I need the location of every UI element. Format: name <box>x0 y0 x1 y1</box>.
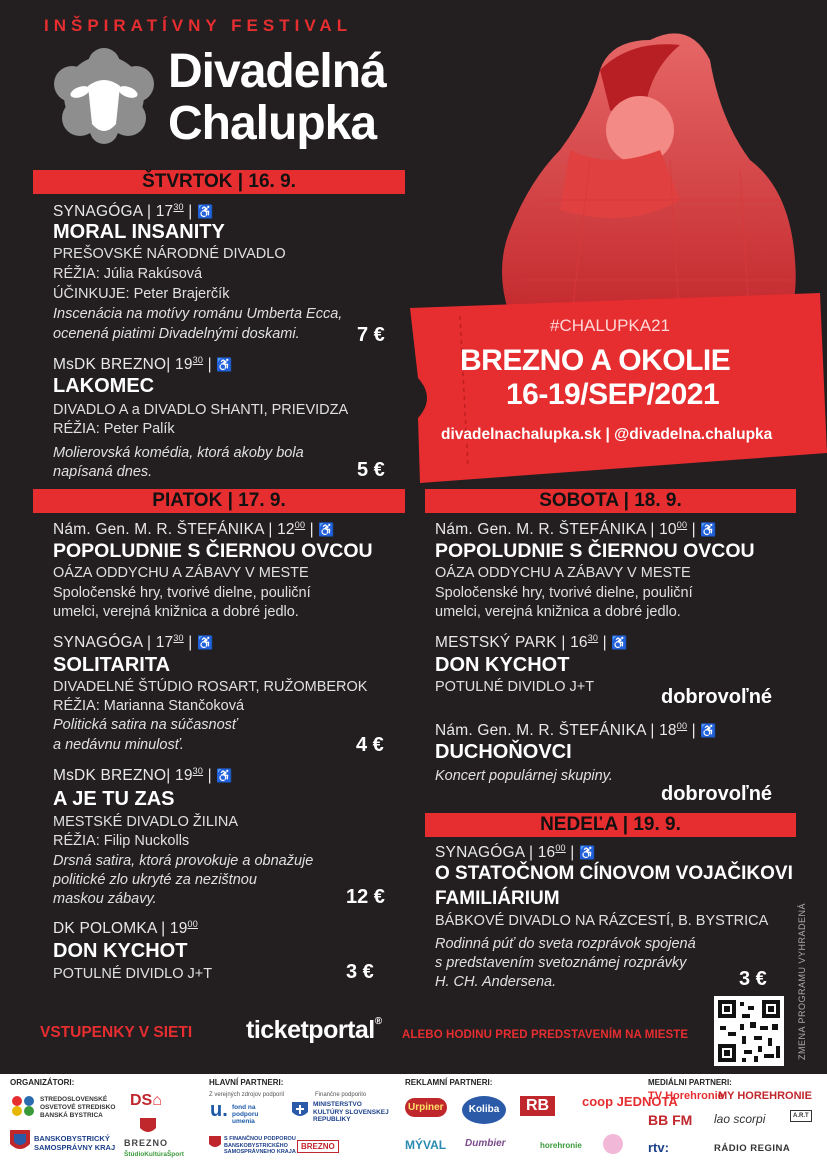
event-title: O STATOČNOM CÍNOVOM VOJAČIKOVI <box>435 863 793 884</box>
sos-logo-icon <box>10 1094 36 1118</box>
event-title: LAKOMEC <box>53 375 155 397</box>
event-director: RÉŽIA: Júlia Rakúsová <box>53 266 203 282</box>
event-price: 12 € <box>346 886 385 908</box>
event-description: Rodinná púť do sveta rozprávok spojená <box>435 936 696 952</box>
tv-horehronie-logo: TV Horehronie <box>648 1090 724 1102</box>
event-title: MORAL INSANITY <box>53 221 225 243</box>
event-venue: Nám. Gen. M. R. ŠTEFÁNIKA | $18^{00}$ | ♿ <box>435 721 717 740</box>
wheelchair-icon: ♿ <box>318 522 335 538</box>
event-title: FAMILIÁRIUM <box>435 888 560 909</box>
urpiner-logo: Urpiner <box>405 1098 447 1117</box>
brezno-box-logo: BREZNO <box>297 1140 339 1153</box>
bbsk-support-text: S FINANČNOU PODPOROU BANSKOBYSTRICKÉHO SAMOSPRÁVNEHO KRAJA <box>224 1136 296 1155</box>
day-header-saturday: SOBOTA | 18. 9. <box>425 489 796 513</box>
wheelchair-icon: ♿ <box>197 635 214 651</box>
festival-name-line1: Divadelná <box>168 45 386 98</box>
sheep-logo-icon <box>50 46 158 146</box>
event-title: POPOLUDNIE S ČIERNOU OVCOU <box>53 540 373 562</box>
event-title: SOLITARITA <box>53 654 171 676</box>
event-director: RÉŽIA: Peter Palík <box>53 421 175 437</box>
media-partners-label: MEDIÁLNI PARTNERI: <box>648 1078 732 1087</box>
art-logo: A.R.T <box>790 1110 812 1122</box>
horehronie-logo: horehronie <box>540 1141 582 1150</box>
lao-scorpi-logo: lao scorpi <box>714 1112 766 1126</box>
event-price: 4 € <box>356 734 384 756</box>
event-director: RÉŽIA: Marianna Stančoková <box>53 698 245 714</box>
wheelchair-icon: ♿ <box>579 845 596 861</box>
event-price: dobrovoľné <box>661 686 773 708</box>
event-description: Politická satira na súčasnosť <box>53 717 238 733</box>
dumbier-logo: Dumbier <box>465 1138 506 1149</box>
rtvs-logo: rtv: <box>648 1140 669 1155</box>
ad-partners-label: REKLAMNÍ PARTNERI: <box>405 1078 493 1087</box>
event-cast: ÚČINKUJE: Peter Brajerčík <box>53 286 230 302</box>
event-description: Drsná satira, ktorá provokuje a obnažuje <box>53 853 314 869</box>
event-company: DIVADELNÉ ŠTÚDIO ROSART, RUŽOMBEROK <box>53 679 368 695</box>
event-description: Koncert populárnej skupiny. <box>435 768 613 784</box>
org-brezno-text: BREZNO <box>124 1138 168 1148</box>
event-title: DON KYCHOT <box>435 654 570 676</box>
event-venue: MESTSKÝ PARK | $16^{30}$ | ♿ <box>435 633 628 652</box>
event-director: RÉŽIA: Filip Nuckolls <box>53 833 190 849</box>
fpu-text: fond na podporu umenia <box>232 1104 259 1125</box>
event-venue: SYNAGÓGA | $17^{30}$ | ♿ <box>53 633 214 652</box>
ticket-dates: 16-19/SEP/2021 <box>506 378 720 411</box>
event-title: POPOLUDNIE S ČIERNOU OVCOU <box>435 540 755 562</box>
event-title: DUCHOŇOVCI <box>435 741 572 763</box>
coop-logo: coop JEDNOTA <box>582 1094 678 1109</box>
event-description: umelci, verejná knižnica a dobré jedlo. <box>435 604 681 620</box>
event-venue: Nám. Gen. M. R. ŠTEFÁNIKA | $10^{00}$ | ♿ <box>435 520 717 539</box>
qr-code[interactable] <box>714 996 784 1066</box>
org-bbsk-text: BANSKOBYSTRICKÝ SAMOSPRÁVNY KRAJ <box>34 1134 116 1152</box>
wheelchair-icon: ♿ <box>700 723 717 739</box>
event-description: Inscenácia na motívy románu Umberta Ecca, <box>53 306 343 322</box>
event-description: Spoločenské hry, tvorivé dielne, pouliční <box>435 585 693 601</box>
event-venue: Nám. Gen. M. R. ŠTEFÁNIKA | $12^{00}$ | ♿ <box>53 520 335 539</box>
event-venue: SYNAGÓGA | $17^{30}$ | ♿ <box>53 202 214 221</box>
event-description: Molierovská komédia, ktorá akoby bola <box>53 445 304 461</box>
wheelchair-icon: ♿ <box>216 357 233 373</box>
event-title: DON KYCHOT <box>53 940 188 962</box>
ticket-hashtag: #CHALUPKA21 <box>550 316 671 335</box>
event-description: politické zlo ukryté za nezištnou <box>53 872 257 888</box>
wheelchair-icon: ♿ <box>197 204 214 220</box>
event-company: OÁZA ODDYCHU A ZÁBAVY V MESTE <box>53 565 309 581</box>
event-company: OÁZA ODDYCHU A ZÁBAVY V MESTE <box>435 565 691 581</box>
main-partners-label: HLAVNÍ PARTNERI: <box>209 1078 284 1087</box>
event-company: POTULNÉ DIVIDLO J+T <box>53 966 213 982</box>
event-company: MESTSKÉ DIVADLO ŽILINA <box>53 814 239 830</box>
event-venue: SYNAGÓGA | $16^{00}$ | ♿ <box>435 843 596 862</box>
org-sks-text: ŠtúdioKultúraŠport <box>124 1151 184 1158</box>
ticket-web[interactable]: divadelnachalupka.sk | @divadelna.chalupka <box>441 426 773 443</box>
event-venue: MsDK BREZNO| $19^{30}$ | ♿ <box>53 766 233 785</box>
organizers-label: ORGANIZÁTORI: <box>10 1078 75 1087</box>
my-horehronie-logo: MY HOREHRONIE <box>718 1090 812 1102</box>
ticketportal-logo[interactable]: ticketportal® <box>246 1016 382 1044</box>
rb-logo: RB <box>520 1096 555 1116</box>
bbsk-crest-icon <box>10 1130 30 1154</box>
event-description: Spoločenské hry, tvorivé dielne, pouliční <box>53 585 311 601</box>
event-venue: DK POLOMKA | $19^{00}$ <box>53 919 198 938</box>
event-company: PREŠOVSKÉ NÁRODNÉ DIVADLO <box>53 246 286 262</box>
day-header-friday: PIATOK | 17. 9. <box>33 489 405 513</box>
myval-logo: MÝVAL <box>405 1138 447 1152</box>
tickets-venue-label: ALEBO HODINU PRED PREDSTAVENÍM NA MIESTE <box>402 1029 689 1041</box>
ministry-crest-icon <box>292 1102 308 1120</box>
event-price: 3 € <box>346 961 374 983</box>
festival-name-line2: Chalupka <box>168 97 377 150</box>
ticket-location: BREZNO A OKOLIE <box>460 344 731 377</box>
koliba-logo: Koliba <box>462 1096 506 1124</box>
event-description: s predstavením svetoznámej rozprávky <box>435 955 687 971</box>
wheelchair-icon: ♿ <box>611 635 628 651</box>
flower-logo-icon <box>596 1132 630 1156</box>
event-company: POTULNÉ DIVIDLO J+T <box>435 679 595 695</box>
event-price: dobrovoľné <box>661 783 773 805</box>
event-description: maskou zábavy. <box>53 891 157 907</box>
event-description: a nedávnu minulosť. <box>53 737 184 753</box>
bbfm-logo: BB FM <box>648 1112 693 1128</box>
org-cultural-logo: DS⌂ <box>130 1092 162 1109</box>
event-description: ocenená piatimi Divadelnými doskami. <box>53 326 300 342</box>
fpu-supported-text: Z verejných zdrojov podporil <box>209 1092 285 1098</box>
fpu-logo: u. <box>210 1099 228 1121</box>
event-price: 7 € <box>357 324 385 346</box>
event-description: umelci, verejná knižnica a dobré jedlo. <box>53 604 299 620</box>
bbsk-small-crest-icon <box>209 1136 221 1150</box>
wheelchair-icon: ♿ <box>700 522 717 538</box>
program-change-note: ZMENA PROGRAMU VYHRADENÁ <box>797 902 807 1060</box>
brezno-crest-icon <box>140 1118 156 1136</box>
ministry-text: MINISTERSTVO KULTÚRY SLOVENSKEJ REPUBLIKY <box>313 1101 389 1123</box>
day-header-sunday: NEDEĽA | 19. 9. <box>425 813 796 837</box>
event-title: A JE TU ZAS <box>53 788 175 810</box>
tickets-online-label: VSTUPENKY V SIETI <box>40 1024 193 1041</box>
event-description: napísaná dnes. <box>53 464 153 480</box>
ministry-supported-text: Finančne podporilo <box>315 1092 367 1098</box>
event-description: H. CH. Andersena. <box>435 974 557 990</box>
radio-regina-logo: RÁDIO REGINA <box>714 1143 791 1154</box>
event-venue: MsDK BREZNO| $19^{30}$ | ♿ <box>53 355 233 374</box>
event-company: DIVADLO A a DIVADLO SHANTI, PRIEVIDZA <box>53 402 349 418</box>
event-price: 3 € <box>739 968 767 990</box>
event-company: BÁBKOVÉ DIVADLO NA RÁZCESTÍ, B. BYSTRICA <box>435 913 769 929</box>
festival-tagline: INŠPIRATÍVNY FESTIVAL <box>44 16 353 35</box>
wheelchair-icon: ♿ <box>216 768 233 784</box>
day-header-thursday: ŠTVRTOK | 16. 9. <box>33 170 405 194</box>
org-sos-text: STREDOSLOVENSKÉ OSVETOVÉ STREDISKO BANSKÁ BYSTRICA <box>40 1096 116 1119</box>
event-price: 5 € <box>357 459 385 481</box>
